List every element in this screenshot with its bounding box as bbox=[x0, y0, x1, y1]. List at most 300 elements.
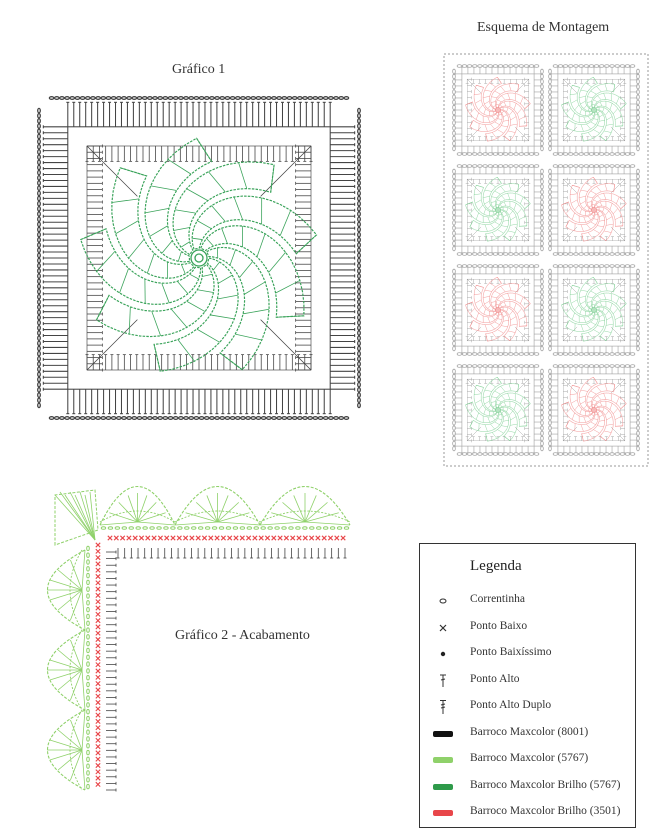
chain-stitch bbox=[282, 97, 286, 100]
chain-stitch bbox=[358, 124, 361, 128]
petal-rib bbox=[493, 212, 494, 215]
petal-rib bbox=[508, 331, 515, 333]
petal-rib bbox=[218, 275, 232, 283]
chain-stitch bbox=[38, 233, 41, 237]
chain-stitch bbox=[358, 264, 361, 268]
chain-stitch bbox=[38, 274, 41, 278]
petal-rib bbox=[476, 85, 483, 87]
chain-stitch bbox=[49, 417, 53, 420]
chain-stitch bbox=[210, 417, 214, 420]
color-swatch bbox=[432, 806, 454, 820]
petal-rib bbox=[514, 403, 516, 409]
petal-rib bbox=[589, 312, 590, 315]
chain-stitch bbox=[168, 97, 172, 100]
petal-rib bbox=[498, 219, 502, 220]
chain-stitch bbox=[212, 527, 216, 530]
petal-rib bbox=[501, 226, 508, 227]
petal-rib bbox=[514, 303, 516, 309]
petal-rib bbox=[597, 86, 602, 92]
petal-rib bbox=[492, 108, 493, 111]
fan-rib bbox=[305, 522, 350, 525]
chain-stitch bbox=[226, 527, 230, 530]
chain-stitch bbox=[318, 417, 322, 420]
petal-rib bbox=[501, 126, 508, 127]
petal-rib bbox=[605, 111, 609, 115]
petal-rib bbox=[509, 411, 513, 415]
chain-stitch bbox=[101, 417, 105, 420]
petal-rib bbox=[508, 431, 515, 433]
chain-stitch bbox=[254, 527, 258, 530]
petal-rib bbox=[581, 90, 588, 91]
petal bbox=[496, 293, 530, 309]
petal-rib bbox=[187, 189, 208, 201]
chain-stitch bbox=[233, 527, 237, 530]
petal-rib bbox=[503, 420, 509, 421]
chain-stitch bbox=[215, 97, 219, 100]
chain-stitch bbox=[358, 367, 361, 371]
chain-stitch bbox=[358, 181, 361, 185]
chain-stitch bbox=[358, 165, 361, 169]
petal-rib bbox=[584, 305, 587, 308]
chain-stitch bbox=[38, 398, 41, 402]
chain-stitch bbox=[344, 527, 348, 530]
chain-stitch bbox=[38, 201, 41, 205]
x-icon bbox=[432, 621, 454, 635]
petal-rib bbox=[145, 208, 169, 213]
petal-rib bbox=[605, 384, 607, 391]
legend-label: Ponto Baixo bbox=[470, 619, 528, 632]
color-swatch bbox=[432, 753, 454, 767]
petal-rib bbox=[508, 131, 515, 133]
petal-rib bbox=[509, 284, 511, 291]
petal-rib bbox=[580, 409, 582, 414]
chain-stitch bbox=[163, 417, 167, 420]
petal-rib bbox=[613, 108, 618, 114]
chain-stitch bbox=[308, 417, 312, 420]
chain-stitch bbox=[127, 97, 131, 100]
petal-rib bbox=[202, 274, 212, 276]
petal-rib bbox=[595, 114, 598, 115]
chain-stitch bbox=[303, 417, 307, 420]
chain-stitch bbox=[324, 417, 328, 420]
petal-rib bbox=[566, 408, 571, 414]
chain-stitch bbox=[38, 310, 41, 314]
petal-rib bbox=[483, 296, 490, 297]
petal-rib bbox=[606, 424, 613, 425]
petal-rib bbox=[491, 197, 497, 198]
petal-rib bbox=[604, 393, 606, 399]
oval-icon bbox=[432, 594, 454, 608]
grafico-1-title: Gráfico 1 bbox=[172, 62, 226, 77]
petal-rib bbox=[97, 251, 115, 271]
petal-rib bbox=[587, 197, 593, 198]
petal-rib bbox=[572, 385, 579, 387]
petal-rib bbox=[280, 210, 290, 235]
petal-rib bbox=[519, 316, 526, 319]
chain-stitch bbox=[117, 97, 121, 100]
petal-rib bbox=[615, 116, 622, 119]
petal-rib bbox=[614, 84, 615, 92]
petal-rib bbox=[589, 112, 590, 115]
petal-rib bbox=[593, 230, 599, 234]
petal-rib bbox=[479, 205, 483, 210]
petal-rib bbox=[596, 205, 598, 207]
esquema-title: Esquema de Montagem bbox=[477, 20, 610, 35]
chain-stitch bbox=[179, 97, 183, 100]
chain-stitch bbox=[122, 417, 126, 420]
petal-rib bbox=[510, 224, 517, 225]
petal-rib bbox=[597, 186, 602, 192]
center-ring-inner bbox=[593, 409, 595, 411]
petal-rib bbox=[566, 308, 571, 314]
petal-rib bbox=[588, 116, 591, 119]
fan-rib bbox=[50, 740, 82, 750]
chain-stitch bbox=[358, 398, 361, 402]
chain-stitch bbox=[38, 114, 41, 118]
petal-rib bbox=[603, 308, 605, 312]
chain-stitch bbox=[268, 527, 272, 530]
petal-rib bbox=[588, 216, 591, 219]
petal-rib bbox=[584, 205, 587, 208]
petal-rib bbox=[509, 311, 513, 315]
chain-stitch bbox=[142, 417, 146, 420]
chain-stitch bbox=[65, 417, 69, 420]
petal-rib bbox=[615, 416, 622, 419]
assembly-square bbox=[549, 265, 640, 356]
petal-rib bbox=[508, 293, 510, 299]
petal-rib bbox=[597, 126, 604, 127]
petal-rib bbox=[503, 415, 507, 417]
center-ring-inner bbox=[497, 409, 499, 411]
petal-rib bbox=[614, 384, 615, 392]
chain-stitch bbox=[292, 417, 296, 420]
chain-stitch bbox=[38, 383, 41, 387]
petal-rib bbox=[591, 214, 593, 215]
petal-rib bbox=[616, 197, 619, 204]
petal-rib bbox=[501, 296, 505, 300]
dot-icon bbox=[432, 647, 454, 661]
chain-stitch bbox=[38, 326, 41, 330]
petal-rib bbox=[510, 117, 516, 120]
chain-stitch bbox=[137, 97, 141, 100]
chain-stitch bbox=[358, 253, 361, 257]
chain-stitch bbox=[163, 97, 167, 100]
fan-rib bbox=[260, 522, 305, 525]
petal-rib bbox=[580, 401, 585, 404]
petal-rib bbox=[276, 280, 300, 293]
chain-stitch bbox=[80, 97, 84, 100]
chain-stitch bbox=[87, 553, 90, 557]
chain-stitch bbox=[194, 97, 198, 100]
petal-rib bbox=[501, 426, 508, 427]
chain-stitch bbox=[230, 97, 234, 100]
legend-item bbox=[420, 697, 635, 717]
assembly-square bbox=[549, 65, 640, 156]
chain-stitch bbox=[38, 191, 41, 195]
petal-rib bbox=[485, 225, 487, 232]
chain-stitch bbox=[358, 227, 361, 231]
petal-rib bbox=[591, 422, 596, 425]
petal-rib bbox=[580, 209, 582, 214]
petal-rib bbox=[495, 314, 497, 315]
center-ring bbox=[592, 308, 596, 312]
chain-stitch bbox=[358, 372, 361, 376]
petal-rib bbox=[197, 329, 220, 342]
chain-stitch bbox=[38, 155, 41, 159]
chain-stitch bbox=[358, 305, 361, 309]
chain-stitch bbox=[310, 527, 314, 530]
petal-rib bbox=[491, 97, 497, 98]
petal-rib bbox=[508, 193, 510, 199]
chain-stitch bbox=[358, 320, 361, 324]
petal-rib bbox=[485, 90, 492, 91]
petal-rib bbox=[525, 304, 531, 309]
petal-rib bbox=[503, 220, 509, 221]
chain-stitch bbox=[108, 527, 112, 530]
fan-rib bbox=[50, 660, 82, 670]
chain-stitch bbox=[38, 108, 41, 112]
chain-stitch bbox=[87, 669, 90, 673]
chain-stitch bbox=[87, 682, 90, 686]
petal-rib bbox=[181, 264, 185, 273]
petal-rib bbox=[197, 290, 213, 293]
center-ring bbox=[496, 108, 500, 112]
petal bbox=[496, 193, 530, 209]
petal-rib bbox=[470, 208, 475, 214]
legend-label: Ponto Alto bbox=[470, 672, 520, 685]
corner-rib bbox=[75, 495, 95, 540]
petal-rib bbox=[581, 425, 583, 432]
petal-rib bbox=[584, 317, 586, 322]
chain-stitch bbox=[358, 248, 361, 252]
petal-rib bbox=[492, 332, 497, 338]
petal-rib bbox=[582, 434, 584, 441]
petal-rib bbox=[514, 203, 516, 209]
petal-rib bbox=[591, 322, 596, 325]
center-ring bbox=[191, 250, 207, 266]
petal-rib bbox=[579, 396, 586, 397]
chain-stitch bbox=[87, 784, 90, 788]
chain-stitch bbox=[194, 417, 198, 420]
petal-rib bbox=[495, 291, 501, 294]
chain-stitch bbox=[148, 97, 152, 100]
chain-stitch bbox=[38, 139, 41, 143]
chain-stitch bbox=[86, 97, 90, 100]
petal-rib bbox=[470, 108, 475, 114]
chain-stitch bbox=[296, 527, 300, 530]
petal-rib bbox=[507, 308, 509, 312]
petal-rib bbox=[476, 113, 478, 120]
chain-stitch bbox=[337, 527, 341, 530]
chain-stitch bbox=[358, 284, 361, 288]
petal-rib bbox=[588, 416, 591, 419]
petal-rib bbox=[475, 100, 481, 104]
legend-item bbox=[420, 644, 635, 664]
petal-rib bbox=[507, 408, 509, 412]
petal-rib bbox=[597, 286, 602, 292]
petal-rib bbox=[220, 353, 242, 370]
chain-stitch bbox=[323, 527, 327, 530]
petal-rib bbox=[510, 324, 517, 325]
fan-rib bbox=[294, 495, 305, 522]
chain-stitch bbox=[38, 196, 41, 200]
chain-stitch bbox=[220, 417, 224, 420]
petal-rib bbox=[171, 309, 187, 327]
petal-rib bbox=[571, 100, 577, 104]
chain-stitch bbox=[38, 393, 41, 397]
petal-rib bbox=[597, 96, 601, 100]
petal bbox=[592, 93, 626, 109]
petal-rib bbox=[210, 315, 234, 319]
petal-rib bbox=[614, 284, 615, 292]
petal-rib bbox=[591, 191, 597, 194]
chain-stitch bbox=[358, 341, 361, 345]
petal-rib bbox=[606, 224, 613, 225]
chain-stitch bbox=[60, 97, 64, 100]
chain-stitch bbox=[87, 621, 90, 625]
petal-rib bbox=[572, 413, 574, 420]
center-ring bbox=[496, 208, 500, 212]
chain-stitch bbox=[329, 417, 333, 420]
petal-rib bbox=[508, 393, 510, 399]
petal-rib bbox=[257, 234, 265, 257]
petal-rib bbox=[616, 297, 619, 304]
chain-stitch bbox=[358, 108, 361, 112]
petal-rib bbox=[492, 208, 493, 211]
petal-rib bbox=[621, 304, 627, 309]
petal-rib bbox=[604, 231, 611, 233]
grafico-2-chart bbox=[47, 487, 350, 792]
fan-rib bbox=[82, 710, 85, 750]
chain-stitch bbox=[289, 527, 293, 530]
chain-stitch bbox=[96, 97, 100, 100]
petal-rib bbox=[509, 111, 513, 115]
petal-rib bbox=[597, 386, 602, 392]
petal bbox=[595, 301, 623, 326]
chain-stitch bbox=[91, 97, 95, 100]
petal-rib bbox=[581, 290, 588, 291]
petal-rib bbox=[580, 301, 585, 304]
petal-rib bbox=[575, 205, 579, 210]
petal-rib bbox=[581, 190, 588, 191]
petal-rib bbox=[239, 163, 247, 189]
petal-rib bbox=[483, 396, 490, 397]
chain-stitch bbox=[122, 527, 126, 530]
petal-rib bbox=[596, 305, 598, 307]
chain-stitch bbox=[143, 527, 147, 530]
petal-rib bbox=[493, 312, 494, 315]
petal-rib bbox=[584, 405, 587, 408]
petal-rib bbox=[475, 300, 481, 304]
chain-stitch bbox=[38, 388, 41, 392]
petal-rib bbox=[519, 116, 526, 119]
petal-rib bbox=[492, 132, 497, 138]
chain-stitch bbox=[256, 417, 260, 420]
petal-rib bbox=[499, 114, 502, 115]
fan-rib bbox=[50, 590, 82, 600]
petal bbox=[499, 301, 527, 326]
petal-rib bbox=[525, 104, 531, 109]
chain-stitch bbox=[230, 417, 234, 420]
petal-rib bbox=[589, 212, 590, 215]
petal-rib bbox=[580, 101, 585, 104]
chain-stitch bbox=[87, 689, 90, 693]
petal-rib bbox=[597, 296, 601, 300]
petal-rib bbox=[514, 103, 516, 109]
chain-stitch bbox=[132, 417, 136, 420]
chain-stitch bbox=[189, 97, 193, 100]
petal-rib bbox=[504, 436, 510, 441]
petal-rib bbox=[500, 105, 502, 107]
petal-rib bbox=[582, 334, 584, 341]
chain-stitch bbox=[178, 527, 182, 530]
petal-rib bbox=[488, 417, 490, 422]
petal-rib bbox=[599, 220, 605, 221]
grafico-1-chart bbox=[38, 97, 361, 420]
chain-stitch bbox=[358, 243, 361, 247]
chain-stitch bbox=[38, 129, 41, 133]
chain-stitch bbox=[358, 129, 361, 133]
fan-rib bbox=[50, 670, 82, 680]
chain-stitch bbox=[38, 341, 41, 345]
petal-rib bbox=[587, 397, 593, 398]
petal-rib bbox=[501, 386, 506, 392]
petal-rib bbox=[495, 122, 500, 125]
petal-rib bbox=[517, 208, 522, 214]
chain-stitch bbox=[87, 655, 90, 659]
petal-rib bbox=[470, 308, 475, 314]
petal-rib bbox=[603, 208, 605, 212]
chain-stitch bbox=[38, 238, 41, 242]
legend-label: Barroco Maxcolor (8001) bbox=[470, 725, 589, 738]
chain-stitch bbox=[358, 145, 361, 149]
chain-stitch bbox=[358, 191, 361, 195]
petal-rib bbox=[208, 172, 225, 192]
petal-rib bbox=[500, 305, 502, 307]
chain-stitch bbox=[199, 97, 203, 100]
petal-rib bbox=[504, 236, 510, 241]
chain-stitch bbox=[87, 573, 90, 577]
petal bbox=[97, 264, 215, 336]
chain-stitch bbox=[303, 97, 307, 100]
petal-rib bbox=[587, 302, 591, 303]
petal-rib bbox=[485, 190, 492, 191]
petal-rib bbox=[488, 117, 490, 122]
chain-stitch bbox=[87, 546, 90, 550]
petal bbox=[595, 401, 623, 426]
petal-rib bbox=[586, 224, 590, 229]
chain-stitch bbox=[303, 527, 307, 530]
chain-stitch bbox=[38, 170, 41, 174]
petal-rib bbox=[591, 314, 593, 315]
chain-stitch bbox=[38, 248, 41, 252]
petal-rib bbox=[517, 308, 522, 314]
petal-rib bbox=[479, 305, 483, 310]
fan-rib bbox=[175, 522, 218, 525]
chain-stitch bbox=[87, 567, 90, 571]
petal-rib bbox=[594, 419, 598, 420]
chain-stitch bbox=[261, 97, 265, 100]
chain-stitch bbox=[129, 527, 133, 530]
petal-rib bbox=[586, 124, 590, 129]
petal-rib bbox=[591, 122, 596, 125]
petal-rib bbox=[600, 136, 606, 141]
chain-stitch bbox=[38, 150, 41, 154]
assembly-square bbox=[453, 265, 544, 356]
petal-rib bbox=[589, 106, 591, 108]
chain-stitch bbox=[358, 351, 361, 355]
chain-stitch bbox=[38, 181, 41, 185]
